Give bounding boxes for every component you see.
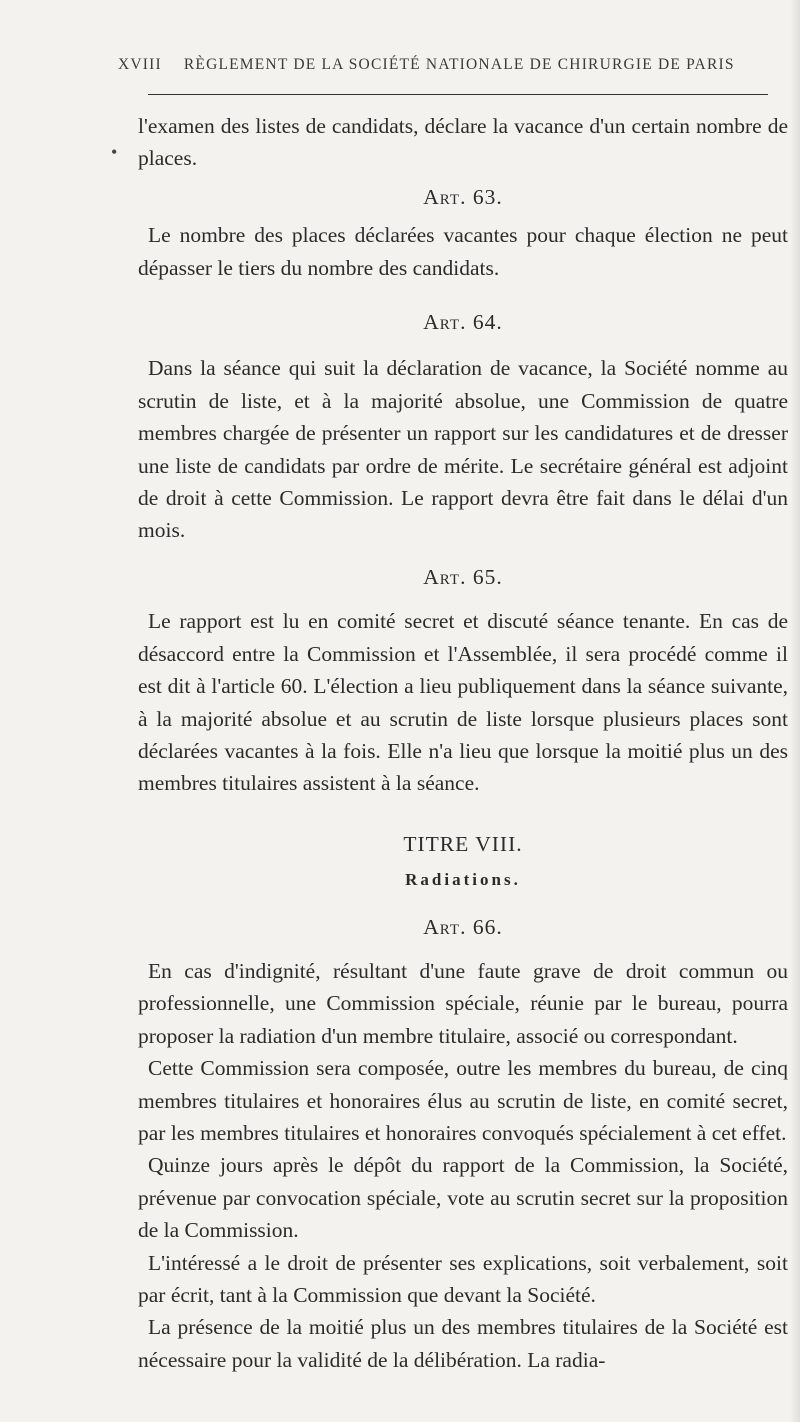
- article-63-text: Le nombre des places déclarées vacantes pour chaque élection ne peut dépasser le tiers du nombre des candidats.: [138, 223, 788, 280]
- article-66-paragraph-3: Quinze jours après le dépôt du rapport de la Commission, la Société, prévenue par convocation spéciale, vote au scrutin secret sur la proposition de la Commission.: [138, 1153, 788, 1243]
- article-64-text: Dans la séance qui suit la déclaration de vacance, la Société nomme au scrutin de liste, et à la majorité absolue, une Commission de quatre membres chargée de présenter un rapport sur les candidatures et de dresser une liste de candidats par ordre de mérite. Le secrétaire général est adjoint de droit à cette Commission. Le rapport devra être fait dans le délai d'un mois.: [138, 356, 788, 543]
- margin-dot: •: [111, 142, 118, 162]
- article-66-paragraph-1: En cas d'indignité, résultant d'une faute grave de droit commun ou professionnelle, une Commission spéciale, réunie par le bureau, pourra proposer la radiation d'un membre titulaire, associé ou correspondant.: [138, 958, 788, 1048]
- article-63-heading: Art. 63.: [423, 184, 503, 209]
- page-number: XVIII: [118, 56, 162, 73]
- header-rule: [148, 94, 768, 95]
- article-66-heading: Art. 66.: [423, 914, 503, 939]
- article-66-paragraph-4: L'intéressé a le droit de présenter ses explications, soit verbalement, soit par écrit, tant à la Commission que devant la Société.: [138, 1250, 788, 1307]
- page-body: [138, 110, 788, 1376]
- page-edge-shadow: [790, 0, 800, 1422]
- article-64-heading: Art. 64.: [423, 310, 503, 335]
- article-66-paragraph-5: La présence de la moitié plus un des membres titulaires de la Société est nécessaire pour la validité de la délibération. La radia-: [138, 1315, 788, 1372]
- title-subtitle: Radiations.: [405, 870, 521, 890]
- article-65-text: Le rapport est lu en comité secret et discuté séance tenante. En cas de désaccord entre la Commission et l'Assemblée, il sera procédé comme il est dit à l'article 60. L'élection a lieu publiquement dans la séance suivante, à la majorité absolue et au scrutin de liste lorsque plusieurs places sont déclarées vacantes à la fois. Elle n'a lieu que lorsque la moitié plus un des membres titulaires assistent à la séance.: [138, 609, 788, 796]
- continuation-paragraph: l'examen des listes de candidats, déclare la vacance d'un certain nombre de places.: [138, 114, 788, 171]
- running-title: RÈGLEMENT DE LA SOCIÉTÉ NATIONALE DE CHIRURGIE DE PARIS: [183, 56, 735, 73]
- title-viii: TITRE VIII.: [403, 831, 523, 856]
- article-66-paragraph-2: Cette Commission sera composée, outre les membres du bureau, de cinq membres titulaires et honoraires élus au scrutin de liste, en comité secret, par les membres titulaires et honoraires convoqués spécialement à cet effet.: [138, 1056, 788, 1145]
- running-header: [118, 56, 768, 74]
- article-65-heading: Art. 65.: [423, 564, 503, 589]
